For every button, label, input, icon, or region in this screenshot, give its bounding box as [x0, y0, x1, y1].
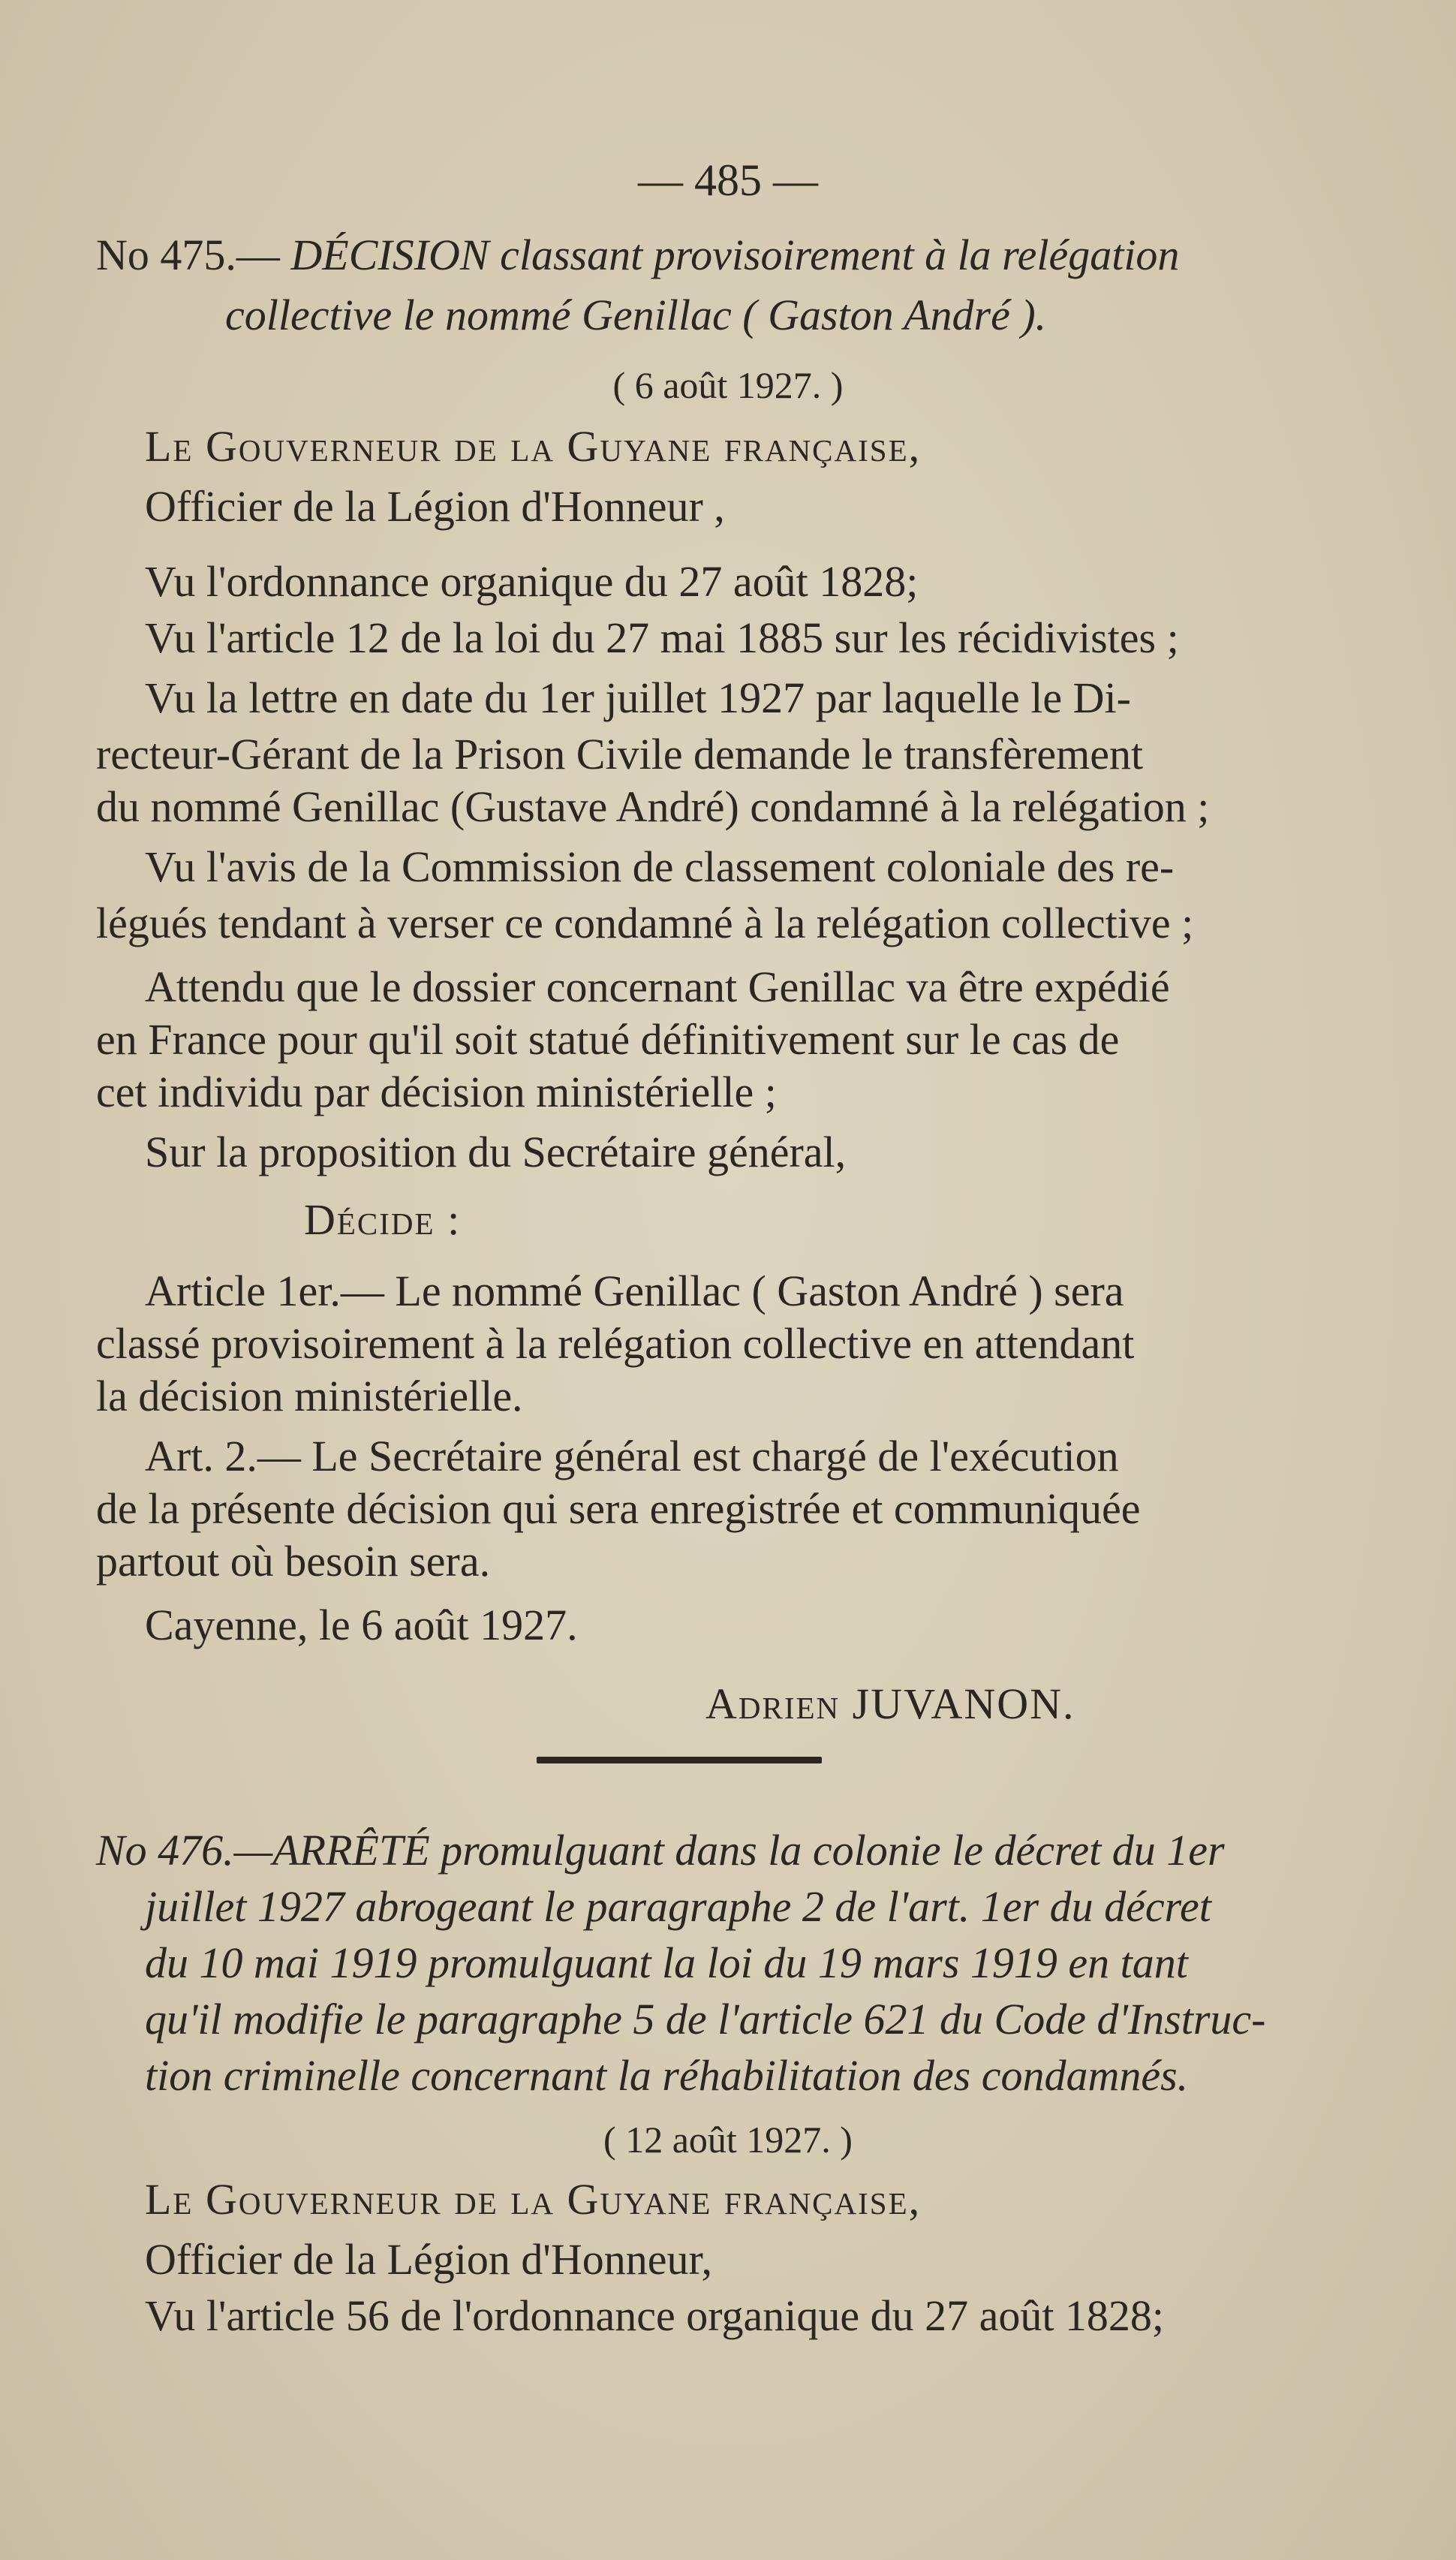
vu-line: du nommé Genillac (Gustave André) condamné à la relégation ;: [96, 782, 1210, 831]
vu-line: recteur-Gérant de la Prison Civile demande le transfèrement: [96, 730, 1144, 779]
arrete-date: ( 12 août 1927. ): [603, 2119, 853, 2161]
arrete-vu-line: Vu l'article 56 de l'ordonnance organique du 27 août 1828;: [145, 2291, 1165, 2340]
arrete-heading-line: tion criminelle concernant la réhabilitation des condamnés.: [145, 2051, 1189, 2100]
arrete-heading-line: No 476.—ARRÊTÉ promulguant dans la colonie le décret du 1er: [96, 1826, 1225, 1875]
vu-line: légués tendant à verser ce condamné à la relégation collective ;: [96, 899, 1194, 947]
vu-line: en France pour qu'il soit statué définitivement sur le cas de: [96, 1015, 1120, 1064]
arrete-heading-line: juillet 1927 abrogeant le paragraphe 2 de l'art. 1er du décret: [145, 1882, 1211, 1931]
decision-date: ( 6 août 1927. ): [612, 364, 844, 406]
vu-line: Sur la proposition du Secrétaire général,: [145, 1128, 847, 1176]
vu-line: Vu la lettre en date du 1er juillet 1927 par laquelle le Di-: [145, 673, 1131, 722]
vu-line: Vu l'ordonnance organique du 27 août 1828;: [145, 557, 919, 606]
article-line: classé provisoirement à la relégation collective en attendant: [96, 1319, 1135, 1368]
decision-number: No 475.—: [96, 230, 280, 279]
decision-title-cont: collective le nommé Genillac ( Gaston André ).: [225, 291, 1047, 339]
vu-line: Vu l'avis de la Commission de classement coloniale des re-: [145, 842, 1175, 891]
governor-title: Le Gouverneur de la Guyane française,: [145, 422, 922, 471]
vu-line: Vu l'article 12 de la loi du 27 mai 1885 sur les récidivistes ;: [145, 613, 1179, 662]
section-divider: [537, 1757, 822, 1763]
officer-title: Officier de la Légion d'Honneur ,: [145, 482, 725, 531]
article-line: Article 1er.— Le nommé Genillac ( Gaston André ) sera: [145, 1266, 1124, 1315]
decision-heading: [96, 229, 1372, 282]
page-number: — 485 —: [638, 155, 818, 205]
arrete-heading-line: du 10 mai 1919 promulguant la loi du 19 mars 1919 en tant: [145, 1938, 1188, 1987]
arrete-officer-title: Officier de la Légion d'Honneur,: [145, 2235, 712, 2284]
vu-line: Attendu que le dossier concernant Genillac va être expédié: [145, 962, 1170, 1011]
place-date: Cayenne, le 6 août 1927.: [145, 1601, 578, 1649]
vu-line: cet individu par décision ministérielle ;: [96, 1068, 777, 1116]
article-line: la décision ministérielle.: [96, 1372, 523, 1420]
article-line: Art. 2.— Le Secrétaire général est chargé de l'exécution: [145, 1432, 1119, 1480]
decide-heading: Décide :: [304, 1195, 462, 1244]
article-line: partout où besoin sera.: [96, 1537, 491, 1586]
article-line: de la présente décision qui sera enregistrée et communiquée: [96, 1484, 1141, 1533]
arrete-heading-line: qu'il modifie le paragraphe 5 de l'article 621 du Code d'Instruc-: [145, 1995, 1266, 2043]
decision-title: DÉCISION classant provisoirement à la relégation: [290, 230, 1180, 279]
signature: Adrien JUVANON.: [705, 1679, 1075, 1728]
arrete-governor-title: Le Gouverneur de la Guyane française,: [145, 2175, 922, 2224]
